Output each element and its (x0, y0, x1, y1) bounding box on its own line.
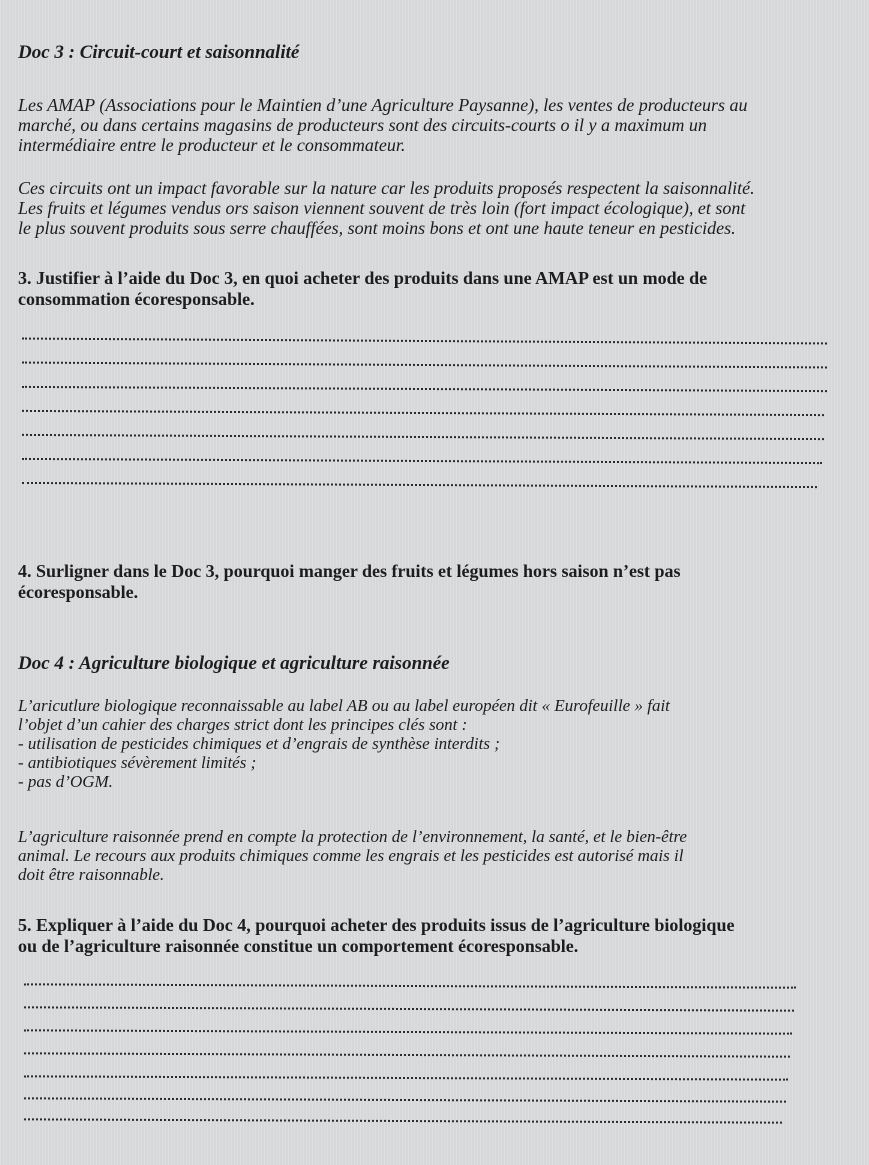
question-4-line: écoresponsable. (18, 582, 139, 602)
doc4-p1-line: - utilisation de pesticides chimiques et d’engrais de synthèse interdits ; (18, 734, 500, 753)
doc3-p1-line: intermédiaire entre le producteur et le consommateur. (18, 135, 406, 155)
question-4 (18, 561, 681, 603)
question-5-line: 5. Expliquer à l’aide du Doc 4, pourquoi acheter des produits issus de l’agriculture biologique (18, 915, 735, 935)
answer-line[interactable] (24, 1118, 782, 1123)
question-5 (18, 915, 734, 957)
doc4-paragraph-2 (18, 827, 687, 884)
doc3-p2-line: le plus souvent produits sous serre chauffées, sont moins bons et ont une haute teneur en pesticides. (18, 218, 736, 238)
answer-line[interactable] (24, 1029, 792, 1034)
answer-line[interactable] (24, 1097, 786, 1102)
doc3-p2-line: Les fruits et légumes vendus ors saison viennent souvent de très loin (fort impact écologique), et sont (18, 198, 746, 218)
doc4-p1-line: l’objet d’un cahier des charges strict dont les principes clés sont : (18, 715, 468, 734)
doc4-p2-line: doit être raisonnable. (18, 865, 165, 884)
doc4-p1-line: - pas d’OGM. (18, 772, 113, 791)
answer-line[interactable] (22, 410, 824, 416)
doc4-p1-line: L’aricutlure biologique reconnaissable au label AB ou au label européen dit « Eurofeuille » fait (18, 696, 670, 715)
question-4-line: 4. Surligner dans le Doc 3, pourquoi manger des fruits et légumes hors saison n’est pas (18, 561, 681, 581)
answer-line[interactable] (22, 362, 827, 369)
doc3-title: Doc 3 : Circuit-court et saisonnalité (18, 42, 300, 63)
doc4-p1-line: - antibiotiques sévèrement limités ; (18, 753, 257, 772)
answer-line[interactable] (24, 1006, 794, 1011)
doc4-p2-line: animal. Le recours aux produits chimiques comme les engrais et les pesticides est autorisé mais il (18, 846, 684, 865)
doc4-p2-line: L’agriculture raisonnée prend en compte la protection de l’environnement, la santé, et le bien-être (18, 827, 687, 846)
answer-line[interactable] (24, 983, 796, 988)
answer-line[interactable] (22, 434, 824, 440)
doc3-paragraph-1 (18, 95, 853, 155)
doc3-p1-line: marché, ou dans certains magasins de producteurs sont des circuits-courts o il y a maximum un (18, 115, 707, 135)
answer-line[interactable] (24, 1052, 790, 1057)
question-3-line: consommation écoresponsable. (18, 289, 255, 309)
question-3 (18, 268, 707, 310)
doc4-title: Doc 4 : Agriculture biologique et agriculture raisonnée (18, 653, 450, 674)
answer-line[interactable] (22, 386, 827, 392)
doc3-p2-line: Ces circuits ont un impact favorable sur la nature car les produits proposés respectent la saisonnalité. (18, 178, 755, 198)
answer-line[interactable] (22, 338, 827, 345)
question-3-line: 3. Justifier à l’aide du Doc 3, en quoi acheter des produits dans une AMAP est un mode de (18, 268, 708, 288)
doc3-paragraph-2 (18, 178, 853, 238)
answer-line[interactable] (22, 482, 817, 488)
doc4-paragraph-1 (18, 696, 670, 791)
question-5-line: ou de l’agriculture raisonnée constitue un comportement écoresponsable. (18, 936, 579, 956)
doc3-p1-line: Les AMAP (Associations pour le Maintien d’une Agriculture Paysanne), les ventes de producteurs au (18, 95, 748, 115)
answer-line[interactable] (24, 1075, 788, 1080)
answer-line[interactable] (22, 458, 822, 464)
